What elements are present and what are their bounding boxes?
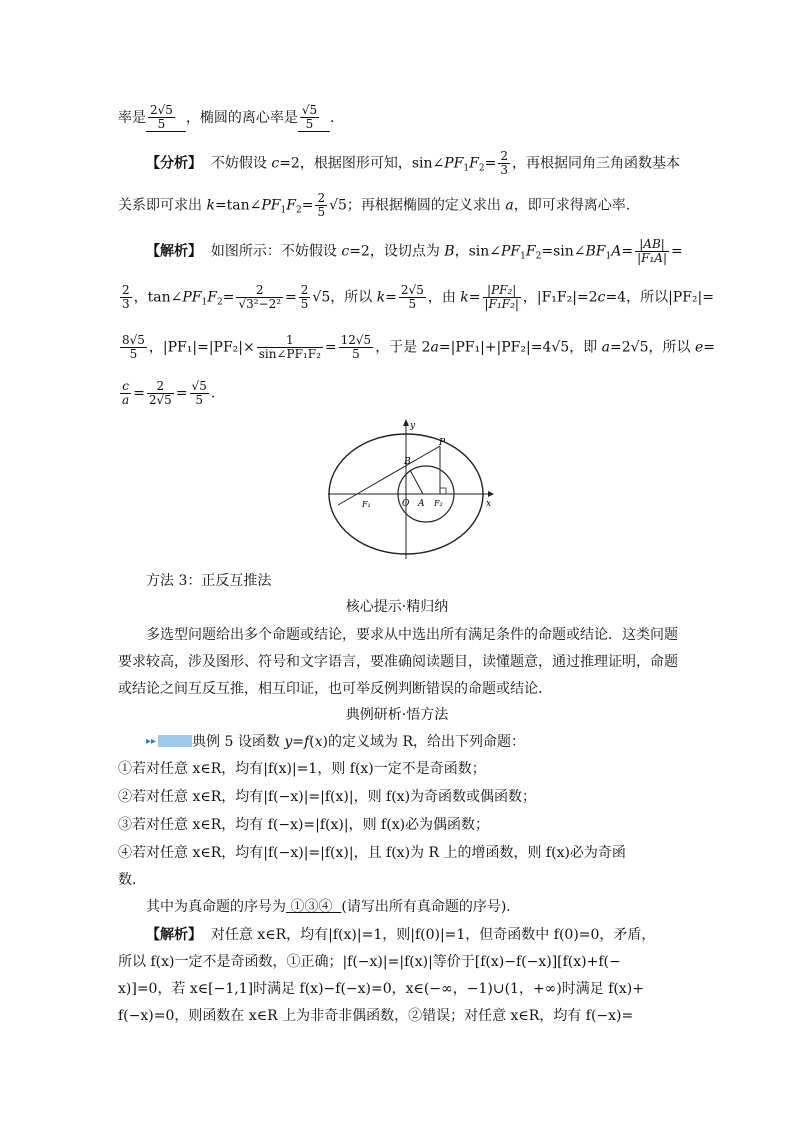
text: ，椭圆的离心率是 — [185, 110, 298, 126]
text: 关系即可求出 — [118, 197, 207, 214]
frac-num: 2√5 — [400, 283, 424, 297]
proposition-2: ②若对任意 x∈R，均有|f(−x)|=|f(x)|，则 f(x)为奇函数或偶函数； — [118, 789, 537, 805]
frac-num: c — [120, 380, 131, 394]
frac-den: 5 — [195, 393, 203, 407]
text: ，再根据同角三角函数基本 — [511, 155, 680, 172]
fraction — [399, 284, 426, 311]
text: ，|F₁F₂|=2 — [522, 289, 598, 306]
solution2-line-4: f(−x)=0，则函数在 x∈R 上为非奇非偶函数，②错误；对任意 x∈R，均有 f(−x)= — [118, 1008, 634, 1024]
fraction — [120, 334, 147, 361]
x-label: x — [486, 499, 492, 509]
var: PF — [261, 197, 281, 214]
frac-den: 5 — [408, 297, 417, 311]
frac-den: |F₁F₂| — [484, 297, 519, 311]
var: F — [469, 155, 479, 172]
text: = — [670, 243, 683, 260]
fraction — [299, 284, 311, 311]
y-label: y — [410, 421, 416, 431]
solution2-line-2: 所以 f(x)一定不是奇函数，①正确；|f(−x)|=|f(x)|等价于[f(x)−f(−x)][f(x)+f(− — [118, 954, 621, 970]
var: y — [284, 734, 293, 750]
frac-num: 2√5 — [150, 103, 173, 117]
text: = — [222, 289, 235, 306]
proposition-3: ③若对任意 x∈R，均有 f(−x)=|f(x)|，则 f(x)必为偶函数； — [118, 817, 490, 833]
text: . — [330, 110, 335, 126]
true-propositions-line — [146, 898, 520, 916]
solution2-line-1 — [146, 926, 655, 944]
frac-den: a — [122, 393, 130, 407]
ab-segment — [410, 470, 423, 494]
text: 典例 5 设函数 — [192, 734, 285, 750]
example5-heading — [146, 733, 525, 751]
fraction — [315, 192, 327, 219]
frac-den: 2√5 — [148, 393, 172, 407]
var: c — [341, 243, 350, 260]
text: = — [301, 197, 314, 214]
solution-line-2: $\frac{2}{3}$ ，$\tan\angle PF_1F_2=$ $\frac{2}{\text{√3²−2²}}$ = $\frac{2}{5}$ √5，所以 k= $\frac{2√5}{5}$ ，由 k= $\frac{\text{|PF₂|}}{\text{|F₁F₂|}}$ ，|F₁F₂|=2c=4，所以|PF₂|= — [122, 283, 714, 311]
proposition-1: ①若对任意 x∈R，均有|f(x)|=1，则 f(x)一定不是奇函数； — [118, 761, 486, 777]
frac-den: 5 — [317, 205, 326, 219]
frac-den: 5 — [129, 347, 138, 361]
text: ，tan∠ — [133, 289, 183, 306]
frac-num: 8√5 — [122, 333, 145, 347]
var: B — [444, 243, 455, 260]
var: F — [286, 197, 296, 214]
solution-line-3 — [118, 334, 715, 361]
var: c — [271, 155, 280, 172]
arrow-icon: ▸▸ — [146, 736, 157, 747]
var: k — [206, 197, 215, 214]
example-title: 典例研析·悟方法 — [345, 707, 449, 723]
frac-num: 2 — [317, 191, 326, 205]
fraction — [635, 238, 669, 265]
text: 率是 — [118, 110, 146, 126]
text: = — [292, 734, 304, 750]
text: =2√5，所以 — [610, 339, 695, 356]
x-axis-arrow — [488, 491, 494, 497]
answer-blank-2 — [298, 104, 330, 132]
text: =2，设切点为 — [349, 243, 445, 260]
fraction — [483, 284, 521, 311]
label-P: P — [439, 438, 446, 448]
text: ，|PF₁|=|PF₂|× — [148, 339, 255, 356]
frac-num: |AB| — [635, 238, 669, 252]
solution-tag: 【解析】 — [146, 927, 202, 943]
var: a — [505, 197, 514, 214]
fraction — [257, 334, 323, 361]
frac-den: sin∠PF₁F₂ — [258, 347, 321, 361]
text: 如图所示：不妨假设 — [210, 243, 342, 260]
var: e — [694, 339, 704, 356]
label-O: O — [402, 499, 410, 509]
frac-den: |F₁A| — [637, 251, 667, 265]
frac-num: √5 — [301, 103, 318, 117]
fraction — [190, 380, 209, 407]
var: A — [611, 243, 622, 260]
frac-den: 5 — [352, 347, 360, 361]
var: PF — [182, 289, 202, 306]
y-axis-arrow — [403, 419, 409, 426]
answer: ①③④ — [290, 899, 333, 915]
text: =tan∠ — [214, 197, 262, 214]
frac-num: 2 — [147, 380, 174, 394]
frac-den: 5 — [300, 297, 309, 311]
tangent-line — [338, 446, 440, 505]
frac-den: 5 — [157, 117, 166, 131]
text: = — [703, 339, 715, 356]
text: √5 — [312, 289, 331, 306]
var: BF — [585, 243, 606, 260]
var: PF — [444, 155, 464, 172]
text: (请写出所有真命题的序号)． — [341, 899, 521, 915]
text: )的定义域为 R，给出下列命题： — [322, 734, 525, 750]
text: = — [468, 289, 481, 306]
frac-num: 12√5 — [340, 333, 372, 347]
right-angle-mark — [440, 488, 446, 494]
text: ，于是 2 — [375, 339, 431, 356]
fraction — [339, 334, 374, 361]
analysis-line-1: 【分析】 不妨假设 c=2，根据图形可知，$\sin\angle PF_1F_2=$ $\frac{2}{3}$ ，再根据同角三角函数基本 — [146, 149, 680, 177]
core-paragraph-2: 要求较高，涉及图形、符号和文字语言，要准确阅读题目，读懂题意，通过推理证明，命题 — [118, 654, 678, 670]
fraction — [147, 380, 174, 407]
text: . — [210, 385, 216, 402]
var: F — [525, 243, 536, 260]
text: =|PF₁|+|PF₂|=4√5，即 — [438, 339, 602, 356]
proposition-4-tail: 数． — [118, 872, 146, 888]
text: 不妨假设 — [210, 155, 272, 172]
var: k — [460, 289, 469, 306]
text: ，由 — [427, 289, 461, 306]
core-paragraph-1: 多选型问题给出多个命题或结论，要求从中选出所有满足条件的命题或结论．这类问题 — [146, 627, 678, 643]
frac-den: 3 — [122, 297, 130, 311]
frac-num: 2 — [300, 283, 309, 297]
solution-line-4 — [118, 380, 215, 407]
frac-num: 2 — [500, 149, 508, 163]
frac-num: √5 — [191, 379, 207, 393]
var: x — [314, 734, 323, 750]
method3-heading: 方法 3：正反互推法 — [146, 573, 272, 589]
text: 其中为真命题的序号为 — [146, 899, 286, 915]
var: f — [303, 734, 310, 750]
text: ，即可求得离心率. — [513, 197, 631, 214]
frac-den: √3²−2² — [238, 297, 282, 311]
var: a — [430, 339, 439, 356]
fraction — [120, 284, 132, 311]
frac-num: 2 — [236, 284, 283, 298]
fraction — [120, 380, 131, 407]
text: =sin∠ — [541, 243, 586, 260]
text: = — [133, 385, 145, 402]
text: ，所以 — [330, 289, 377, 306]
analysis-tag: 【分析】 — [146, 155, 202, 172]
fraction — [236, 284, 283, 311]
text: = — [285, 289, 297, 306]
text: ( — [309, 734, 315, 750]
text: = — [324, 339, 337, 356]
text: ；再根据椭圆的定义求出 — [346, 197, 506, 214]
solution-line-1: 【解析】 如图所示：不妨假设 c=2，设切点为 B，$\sin\angle PF_1F_2=\sin\angle BF_1A=$ $\frac{|AB|}{\text{|F₁A|}}$ = — [146, 237, 683, 265]
label-A: A — [418, 499, 425, 509]
label-F1: F₁ — [362, 500, 371, 509]
var: a — [601, 339, 611, 356]
answer-blank-1 — [146, 104, 186, 132]
answer-blank-3 — [286, 899, 341, 915]
var: k — [376, 289, 386, 306]
analysis-line-2: 关系即可求出 $k=\tan\angle PF_1F_2=$ $\frac{2}{5}$ √5；再根据椭圆的定义求出 a，即可求得离心率. — [118, 191, 631, 219]
text: = — [484, 155, 497, 172]
text: = — [385, 289, 397, 306]
fraction — [498, 150, 510, 177]
example-bar-icon — [158, 735, 192, 747]
label-F2: F₂ — [434, 499, 443, 508]
core-paragraph-3: 或结论之间互反互推，相互印证，也可举反例判断错误的命题或结论． — [118, 681, 552, 697]
frac-num: |PF₂| — [483, 284, 521, 298]
frac-num: 2 — [122, 283, 130, 297]
var: PF — [501, 243, 521, 260]
text: ，sin∠ — [454, 243, 502, 260]
text: = — [621, 243, 634, 260]
core-title: 核心提示·精归纳 — [345, 599, 449, 615]
frac-den: 3 — [500, 163, 508, 177]
answer-line — [118, 104, 334, 132]
var: F — [207, 289, 217, 306]
frac-den: 5 — [305, 117, 314, 131]
text: =4，所以|PF₂|= — [605, 289, 714, 306]
text: 对任意 x∈R，均有|f(x)|=1，则|f(0)|=1，但奇函数中 f(0)=0，矛盾， — [210, 927, 656, 943]
text: = — [175, 385, 188, 402]
frac-num: 1 — [257, 334, 323, 348]
text: =2，根据图形可知，sin∠ — [279, 155, 445, 172]
ellipse-figure — [328, 414, 498, 562]
var: c — [597, 289, 606, 306]
solution2-line-3: x)]=0，若 x∈[−1,1]时满足 f(x)−f(−x)=0，x∈(−∞，−1)∪(1，+∞)时满足 f(x)+ — [118, 981, 644, 997]
label-B: B — [404, 457, 411, 467]
proposition-4: ④若对任意 x∈R，均有|f(−x)|=|f(x)|，且 f(x)为 R 上的增函数，则 f(x)必为奇函 — [118, 845, 626, 861]
solution-tag: 【解析】 — [146, 243, 202, 260]
text: √5 — [329, 197, 347, 214]
